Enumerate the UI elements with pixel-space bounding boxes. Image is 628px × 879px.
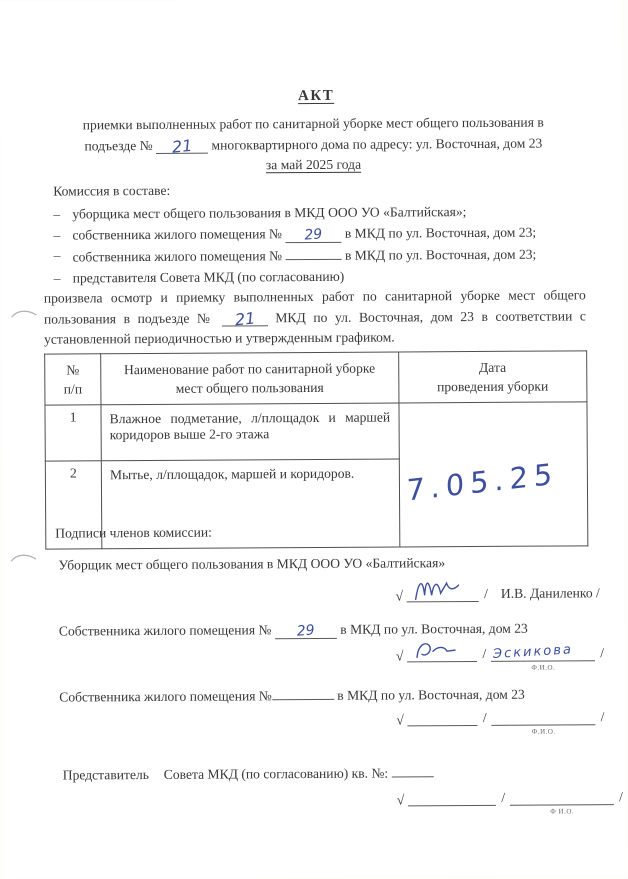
header-number: № п/п — [45, 354, 101, 405]
date-cell — [399, 402, 588, 547]
representative-apartment-blank — [392, 761, 434, 777]
representative-signature-label: Представитель Совета МКД (по согласованию) кв. №: — [63, 760, 603, 786]
document-heading — [41, 112, 586, 177]
owner1-fio-handwritten: Эскикова — [492, 642, 574, 662]
margin-pen-mark — [10, 308, 38, 320]
representative-signature-line — [396, 788, 628, 816]
owner1-signature-label: Собственника жилого помещения № 29 в МКД по ул. Восточная, дом 23 — [58, 620, 528, 640]
slash-separator: / — [484, 585, 488, 601]
check-mark: √ — [396, 792, 405, 808]
owner2-signature-line — [396, 708, 609, 736]
header-work-name: Наименование работ по санитарной уборке мест общего пользования — [101, 352, 399, 405]
owner1-apartment-handwritten: 29 — [303, 225, 323, 244]
commission-item-representative: – представителя Совета МКД (по согласованию) — [54, 265, 579, 289]
cleaner-signature-label: Уборщик мест общего пользования в МКД ООО УО «Балтийская» — [58, 555, 446, 573]
document-title-text: АКТ — [297, 87, 335, 105]
table-row — [45, 402, 587, 461]
fio-caption: Ф.И.О. — [531, 663, 556, 672]
commission-item-owner-2: – собственника жилого помещения № в МКД по ул. Восточная, дом 23; — [53, 242, 578, 268]
slash-separator: / — [501, 789, 506, 805]
body-paragraph: произвела осмотр и приемку выполненных работ по санитарной уборке мест общего пользования в подъезде № 21 МКД по ул. Восточная, дом 23 в соответствии с установленной периодичностью и утвержденным графиком. — [43, 287, 586, 347]
owner2-signature-slot — [408, 709, 478, 726]
list-dash: – — [53, 227, 61, 243]
representative-fio-slot — [510, 788, 614, 816]
signatures-heading: Подписи членов комиссии: — [55, 524, 212, 541]
list-dash: – — [53, 270, 61, 286]
cleaner-signature-line — [396, 584, 600, 602]
slash-separator: / — [619, 789, 623, 805]
commission-item-cleaner: – уборщика мест общего пользования в МКД ООО УО «Балтийская»; — [53, 201, 578, 225]
commission-list — [53, 201, 579, 288]
owner2-fio-slot — [492, 708, 596, 736]
row1-number: 1 — [45, 405, 101, 461]
check-mark: √ — [395, 588, 404, 604]
slash-separator: / — [600, 709, 605, 725]
margin-pen-mark — [9, 552, 37, 564]
owner1-apartment-blank-2 — [275, 623, 337, 639]
cleaning-date-handwritten: 7.05.25 — [405, 456, 558, 508]
heading-line-1: приемки выполненных работ по санитарной уборке мест общего пользования в — [82, 114, 544, 133]
cleaner-signature-scribble — [413, 575, 465, 601]
cleaner-signature-slot — [407, 585, 479, 602]
check-mark: √ — [395, 648, 404, 664]
slash-separator: / — [600, 645, 605, 661]
table-header-row — [45, 351, 587, 405]
slash-separator: / — [482, 645, 487, 661]
cleaner-printed-name: И.В. Даниленко / — [500, 585, 600, 601]
fio-caption: Ф И.О. — [550, 807, 575, 816]
owner1-apartment-handwritten-2: 29 — [296, 622, 316, 640]
owner1-apartment-blank — [285, 226, 341, 242]
owner1-signature-scribble — [413, 639, 463, 661]
owner2-signature-label: Собственника жилого помещения № в МКД по ул. Восточная, дом 23 — [59, 682, 599, 708]
owner1-signature-slot — [407, 645, 477, 662]
list-dash: – — [53, 206, 61, 222]
owner1-signature-line — [395, 642, 609, 672]
owner1-fio-slot — [491, 642, 595, 672]
representative-signature-slot — [408, 789, 496, 807]
row1-work: Влажное подметание, л/площадок и маршей коридоров выше 2-го этажа — [101, 403, 399, 461]
heading-line-2: подъезде № 21 многоквартирного дома по адресу: ул. Восточная, дом 23 — [84, 135, 543, 157]
document-title — [1, 86, 622, 107]
commission-item-owner-1: – собственника жилого помещения № 29 в МКД по ул. Восточная, дом 23; — [53, 222, 578, 246]
header-date: Дата проведения уборки — [398, 351, 587, 403]
entrance-number-blank — [156, 135, 208, 157]
paragraph-entrance-blank — [222, 307, 268, 329]
fio-caption: Ф.И.О. — [531, 727, 556, 736]
list-dash: – — [53, 247, 61, 263]
row2-work: Мытье, л/площадок, маршей и коридоров. — [101, 459, 399, 549]
commission-label: Комиссия в составе: — [53, 182, 171, 199]
owner2-apartment-blank-2 — [272, 684, 334, 700]
entrance-number-handwritten: 21 — [171, 135, 194, 157]
works-table — [44, 350, 588, 549]
slash-separator: / — [482, 709, 487, 725]
owner2-apartment-blank — [285, 244, 341, 260]
heading-period: за май 2025 года — [265, 156, 362, 173]
row2-number: 2 — [45, 461, 102, 549]
check-mark: √ — [396, 712, 404, 728]
paragraph-entrance-handwritten: 21 — [233, 307, 256, 329]
